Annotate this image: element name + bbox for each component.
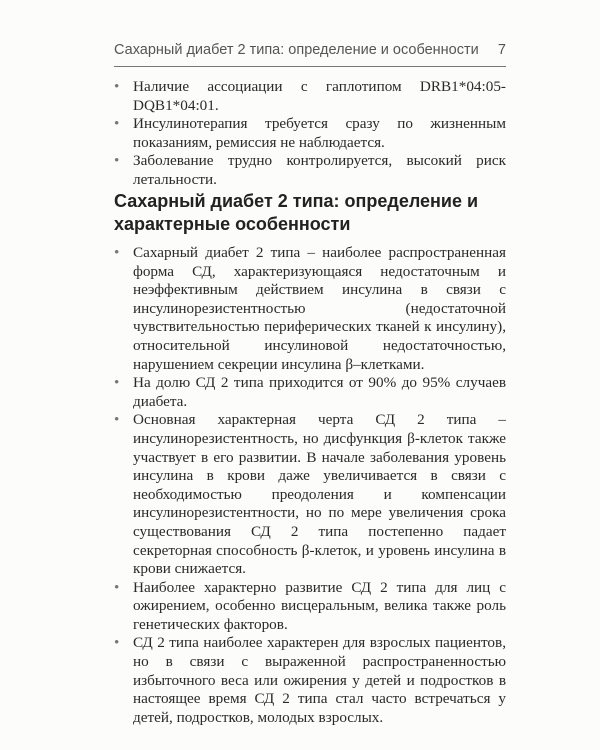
top-bullet-list [114, 78, 506, 190]
list-item [114, 152, 506, 189]
bullet-icon: • [114, 411, 120, 429]
section-heading: Сахарный диабет 2 типа: определение и характерные особенности [114, 191, 479, 234]
list-item-text: СД 2 типа наиболее характерен для взрослых пациентов, но в связи с выраженной распространенностью избыточного веса или ожирения у детей и подростков в настоящее время СД 2 типа стал часто встречаться у детей, подростков, молодых взрослых. [133, 634, 506, 726]
list-item [114, 411, 506, 578]
page-number: 7 [497, 42, 506, 58]
bullet-icon: • [114, 578, 120, 596]
list-item-text: Инсулинотерапия требуется сразу по жизненным показаниям, ремиссия не наблюдается. [133, 115, 506, 151]
bullet-icon: • [114, 634, 120, 652]
list-item-text: Наличие ассоциации с гаплотипом DRB1*04:05-DQB1*04:01. [133, 78, 506, 114]
list-item [114, 115, 506, 152]
bullet-icon: • [114, 78, 120, 95]
list-item-text: На долю СД 2 типа приходится от 90% до 95% случаев диабета. [133, 374, 506, 410]
bullet-icon: • [114, 115, 120, 133]
list-item [114, 634, 506, 727]
list-item [114, 374, 506, 411]
list-item [114, 244, 506, 374]
bullet-icon: • [114, 374, 120, 392]
list-item [114, 78, 506, 115]
list-item-text: Основная характерная черта СД 2 типа – инсулинорезистентность, но дисфункция β-клеток также участвует в его развитии. В начале заболевания уровень инсулина в крови даже увеличивается в связи с необходимостью преодоления и компенсации инсулинорезистентности, но по мере увеличения срока существования СД 2 типа постепенно падает секреторная способность β-клеток, и уровень инсулина в крови снижается. [133, 411, 506, 578]
running-header [114, 42, 506, 66]
list-item-text: Сахарный диабет 2 типа – наиболее распространенная форма СД, характеризующаяся недостаточным и неэффективным действием инсулина в связи с инсулинорезистентностью (недостаточной чувствительностью периферических тканей к инсулину), относительной инсулиновой недостаточностью, нарушением секреции инсулина β–клетками. [133, 244, 506, 373]
bullet-icon: • [114, 152, 120, 170]
list-item [114, 579, 506, 635]
list-item-text: Заболевание трудно контролируется, высокий риск летальности. [133, 152, 506, 188]
running-title: Сахарный диабет 2 типа: определение и особенности [114, 42, 479, 58]
header-rule [114, 66, 506, 67]
section-bullet-list [114, 244, 506, 727]
list-item-text: Наиболее характерно развитие СД 2 типа для лиц с ожирением, особенно висцеральным, велика также роль генетических факторов. [133, 578, 506, 633]
bullet-icon: • [114, 244, 120, 261]
